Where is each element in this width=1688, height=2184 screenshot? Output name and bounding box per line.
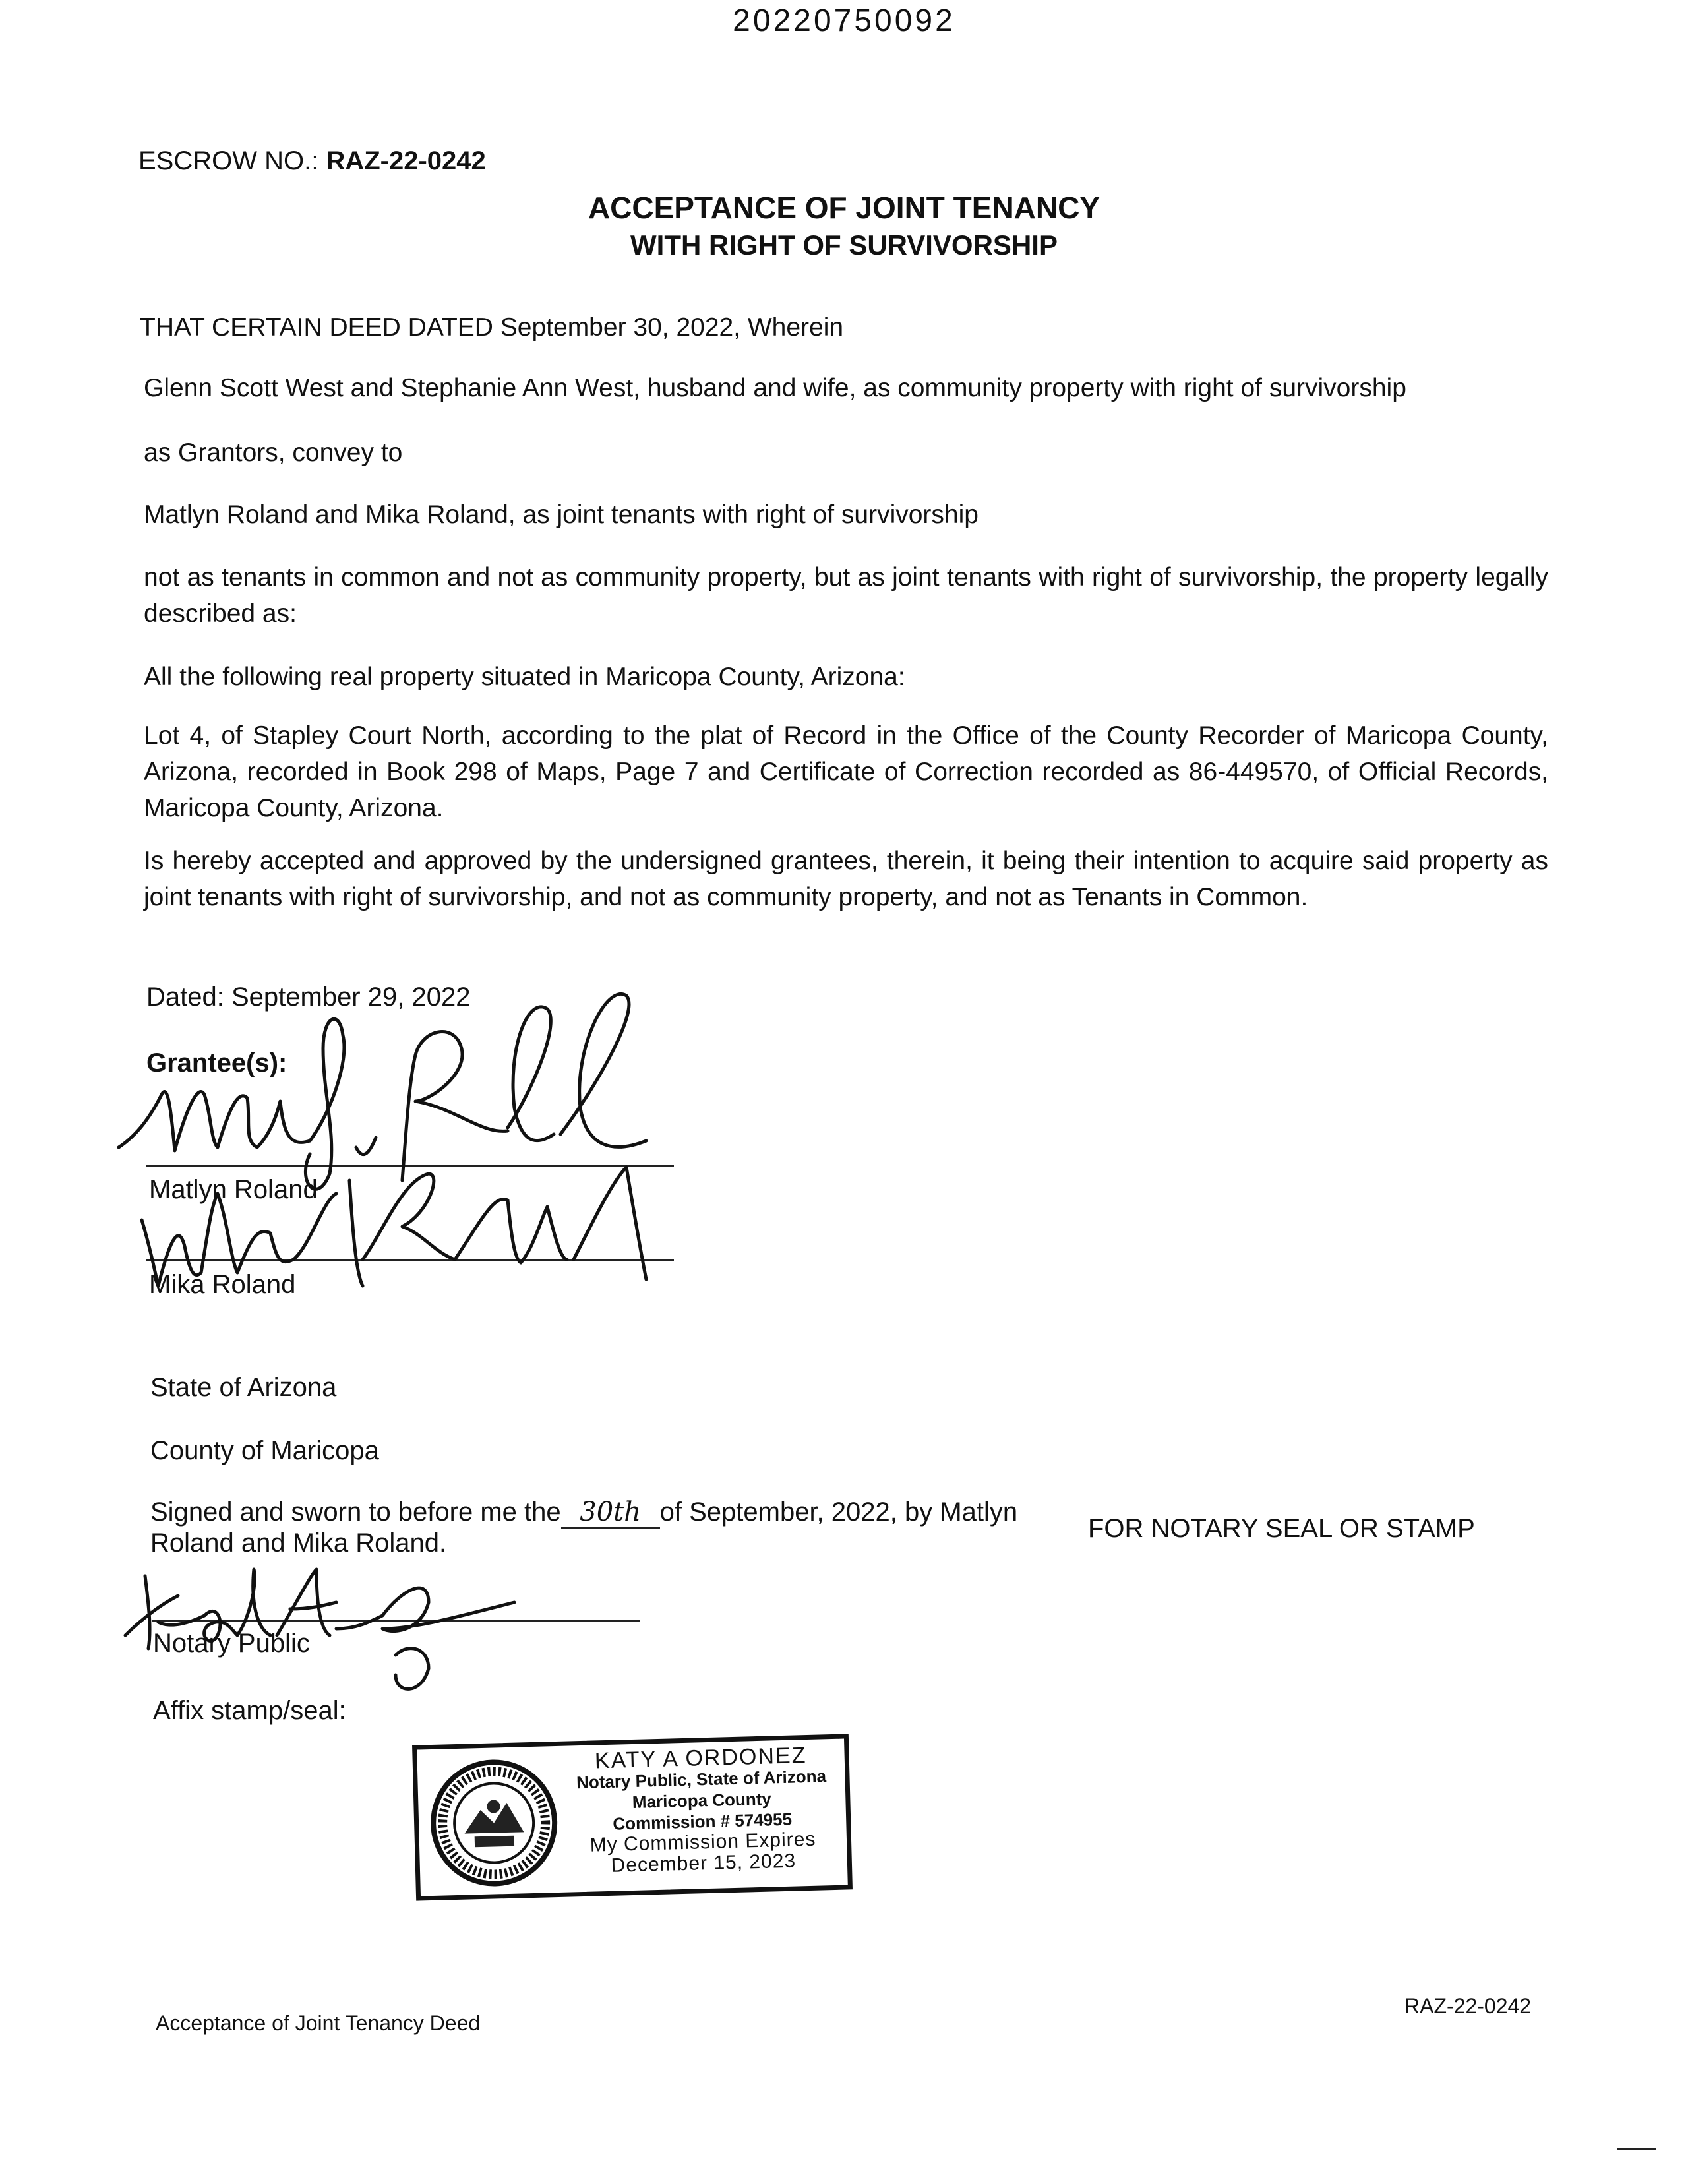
footer-escrow-ref: RAZ-22-0242 [1404, 1994, 1532, 2018]
stamp-text [555, 1744, 849, 1878]
arizona-seal-icon [427, 1755, 562, 1891]
escrow-number: RAZ-22-0242 [326, 146, 486, 175]
recording-number: 20220750092 [733, 3, 955, 38]
grantees-label: Grantee(s): [146, 1048, 287, 1077]
stamp-line-5: December 15, 2023 [611, 1850, 797, 1877]
dated-line: Dated: September 29, 2022 [146, 983, 471, 1012]
page-edge-mark [1617, 2148, 1656, 2150]
document-subtitle: WITH RIGHT OF SURVIVORSHIP [630, 229, 1058, 260]
sworn-line [150, 1497, 1017, 1529]
grantees-line: Matlyn Roland and Mika Roland, as joint tenants with right of survivorship [144, 501, 979, 529]
notary-seal-label: FOR NOTARY SEAL OR STAMP [1088, 1514, 1475, 1543]
sworn-line-2: Roland and Mika Roland. [150, 1529, 447, 1558]
stamp-line-4: My Commission Expires [589, 1828, 816, 1856]
affix-label: Affix stamp/seal: [153, 1696, 346, 1725]
notary-public-label: Notary Public [153, 1629, 310, 1658]
escrow-label: ESCROW NO.: [138, 146, 319, 175]
stamp-line-3: Commission # 574955 [612, 1809, 793, 1834]
following-line: All the following real property situated in Maricopa County, Arizona: [144, 663, 905, 691]
stamp-line-2: Maricopa County [632, 1788, 772, 1812]
tenancy-paragraph: not as tenants in common and not as community property, but as joint tenants with right of survivorship, the property legally described as: [144, 563, 1548, 628]
sworn-day: 30th [561, 1497, 660, 1529]
grantee1-name: Matlyn Roland [149, 1175, 318, 1204]
document-title: ACCEPTANCE OF JOINT TENANCY [588, 191, 1100, 225]
sworn-text-post: of September, 2022, by Matlyn [659, 1498, 1018, 1527]
sworn-text-pre: Signed and sworn to before me the [150, 1498, 561, 1527]
notary-state: State of Arizona [150, 1373, 337, 1402]
notary-county: County of Maricopa [150, 1436, 379, 1465]
grantee-signatures [112, 983, 679, 1292]
footer-doc-name: Acceptance of Joint Tenancy Deed [156, 2011, 481, 2035]
notary-signature [119, 1563, 528, 1695]
stamp-line-1: Notary Public, State of Arizona [576, 1766, 827, 1793]
grantors-line: Glenn Scott West and Stephanie Ann West, husband and wife, as community property with right of survivorship [144, 374, 1406, 402]
stamp-notary-name: KATY A ORDONEZ [594, 1743, 807, 1774]
legal-description: Lot 4, of Stapley Court North, according to the plat of Record in the Office of the County Recorder of Maricopa County, Arizona, recorded in Book 298 of Maps, Page 7 and Certificate of Correction recorded as 86-449570, of Official Records, Maricopa County, Arizona. [144, 721, 1548, 822]
notary-stamp [412, 1734, 853, 1900]
grantee2-name: Mika Roland [149, 1270, 296, 1299]
convey-line: as Grantors, convey to [144, 439, 403, 467]
deed-dated-line: THAT CERTAIN DEED DATED September 30, 2022, Wherein [140, 313, 844, 342]
escrow-line [138, 146, 486, 176]
acceptance-paragraph: Is hereby accepted and approved by the undersigned grantees, therein, it being their intention to acquire said property as joint tenants with right of survivorship, and not as community property, and not as Tenants in Common. [144, 847, 1548, 911]
